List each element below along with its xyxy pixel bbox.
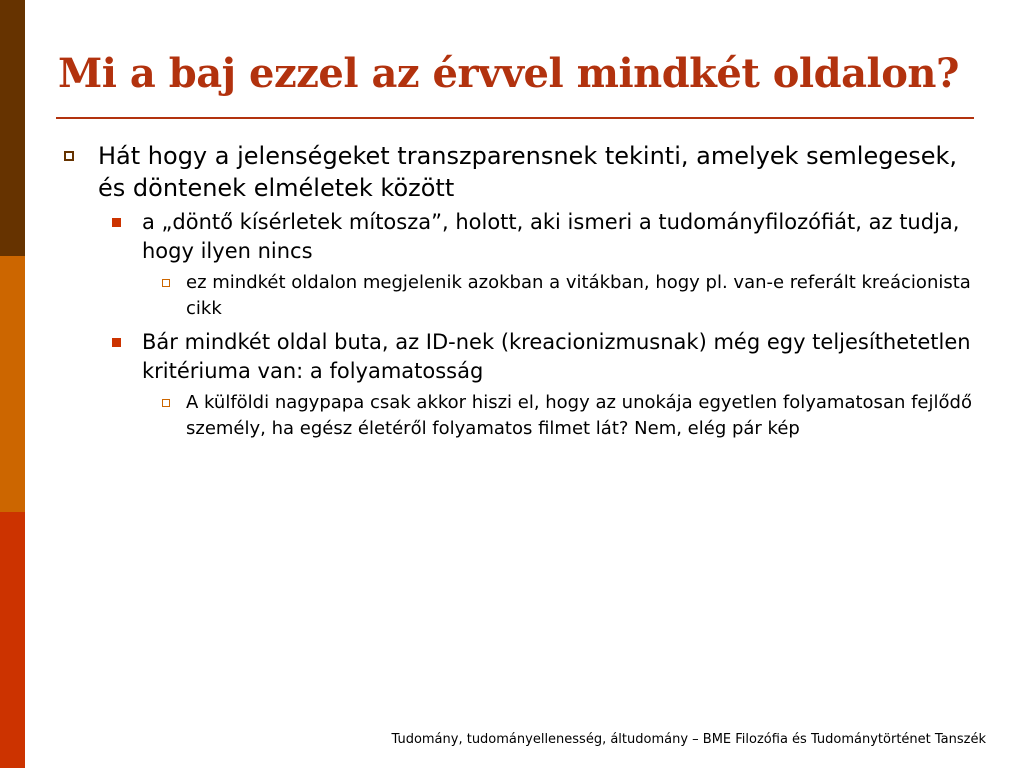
bullet-text: ez mindkét oldalon megjelenik azokban a vitákban, hogy pl. van-e referált kreácionista cikk	[186, 272, 971, 319]
title-underline	[56, 117, 974, 119]
bullet-text: a „döntő kísérletek mítosza”, holott, aki ismeri a tudományfilozófiát, az tudja, hogy ilyen nincs	[142, 210, 960, 263]
bullet-text: Hát hogy a jelenségeket transzparensnek tekinti, amelyek semlegesek, és döntenek elméletek között	[98, 142, 958, 202]
hollow-square-bullet-icon	[64, 151, 74, 161]
bullet-level2	[62, 328, 982, 386]
bullet-level2	[62, 208, 982, 266]
decor-band-middle	[0, 256, 25, 512]
filled-square-bullet-icon	[112, 218, 121, 227]
slide-footer: Tudomány, tudományellenesség, áltudomány – BME Filozófia és Tudománytörténet Tanszék	[391, 732, 986, 747]
bullet-text: Bár mindkét oldal buta, az ID-nek (kreacionizmusnak) még egy teljesíthetetlen kritériuma van: a folyamatosság	[142, 330, 971, 383]
bullet-level3	[62, 390, 982, 442]
hollow-square-bullet-icon	[162, 279, 170, 287]
slide-title: Mi a baj ezzel az érvvel mindkét oldalon?	[58, 50, 959, 97]
bullet-text: A külföldi nagypapa csak akkor hiszi el, hogy az unokája egyetlen folyamatosan fejlődő személy, ha egész életéről folyamatos filmet lát? Nem, elég pár kép	[186, 392, 972, 439]
bullet-level1	[62, 140, 982, 204]
slide-content	[62, 140, 982, 448]
bullet-level3	[62, 270, 982, 322]
decor-band-bottom	[0, 512, 25, 768]
decor-band-top	[0, 0, 25, 256]
hollow-square-bullet-icon	[162, 399, 170, 407]
filled-square-bullet-icon	[112, 338, 121, 347]
